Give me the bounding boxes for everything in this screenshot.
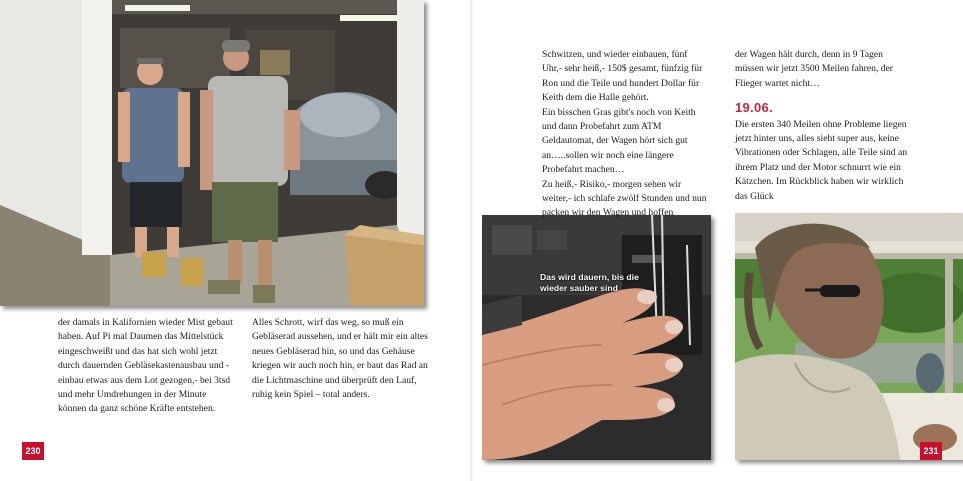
left-text-column-2 [252, 316, 428, 402]
left-paragraph-2: Alles Schrott, wirf das weg, so muß ein Gebläserad aussehen, und er hält mir ein altes neues Gebläserad hin, so und das Gehäuse kriegen wir auch noch hin, er baut das Rad an die Lichtmaschine und überprüft den Lauf, ruhig kein Spiel – total anders. [252, 317, 428, 401]
hand-photo-caption: Das wird dauern, bis die wieder sauber sind [540, 272, 639, 293]
hand-photo [482, 215, 711, 460]
page-number-right: 231 [920, 442, 942, 460]
driver-photo [735, 213, 963, 460]
left-text-column-1 [58, 316, 234, 417]
garage-photo [0, 0, 424, 306]
right-text-column-1 [542, 48, 709, 221]
right-paragraph-4: der Wagen hält durch, denn in 9 Tagen müssen wir jetzt 3500 Meilen fahren, der Flieger wartet nicht… [735, 49, 893, 89]
right-paragraph-3: Zu heiß,- Risiko,- morgen sehen wir weiter,- ich schlafe zwölf Stunden und nun packen wir den Wagen und hoffen [542, 178, 707, 219]
page-number-left: 230 [22, 442, 44, 460]
left-paragraph-1: der damals in Kalifornien wieder Mist gebaut haben. Auf Pi mal Daumen das Mittelstück eingeschweißt und das hat sich wohl jetzt durch dauernden Gebläsekastenausbau und -einbau etwas aus dem Lot gezogen,- bei 3tsd und mehr Umdrehungen in der Minute können da ganz schöne Kräfte entstehen. [58, 317, 233, 415]
right-paragraph-2: Ein bisschen Gras gibt's noch von Keith und dann Probefahrt zum ATM Geldautomat, der Wagen hört sich gut an…..sollen wir noch eine längere Probefahrt machen… [542, 106, 696, 176]
right-paragraph-1: Schwitzen, und wieder einbauen, fünf Uhr,- sehr heiß,- 150$ gesamt, fünfzig für Ron und die Teile und hundert Dollar für Keith dem die Halle gehört. [542, 49, 703, 104]
date-heading: 19.06. [735, 100, 773, 116]
right-paragraph-5: Die ersten 340 Meilen ohne Probleme liegen jetzt hinter uns, alles sieht super aus, keine Vibrationen oder Schlagen, alle Teile sind an ihrem Platz und der Motor schnurrt wie ein Kätzchen. Im Rückblick haben wir wirklich das Glück [735, 118, 908, 202]
right-text-column-2 [735, 48, 910, 204]
